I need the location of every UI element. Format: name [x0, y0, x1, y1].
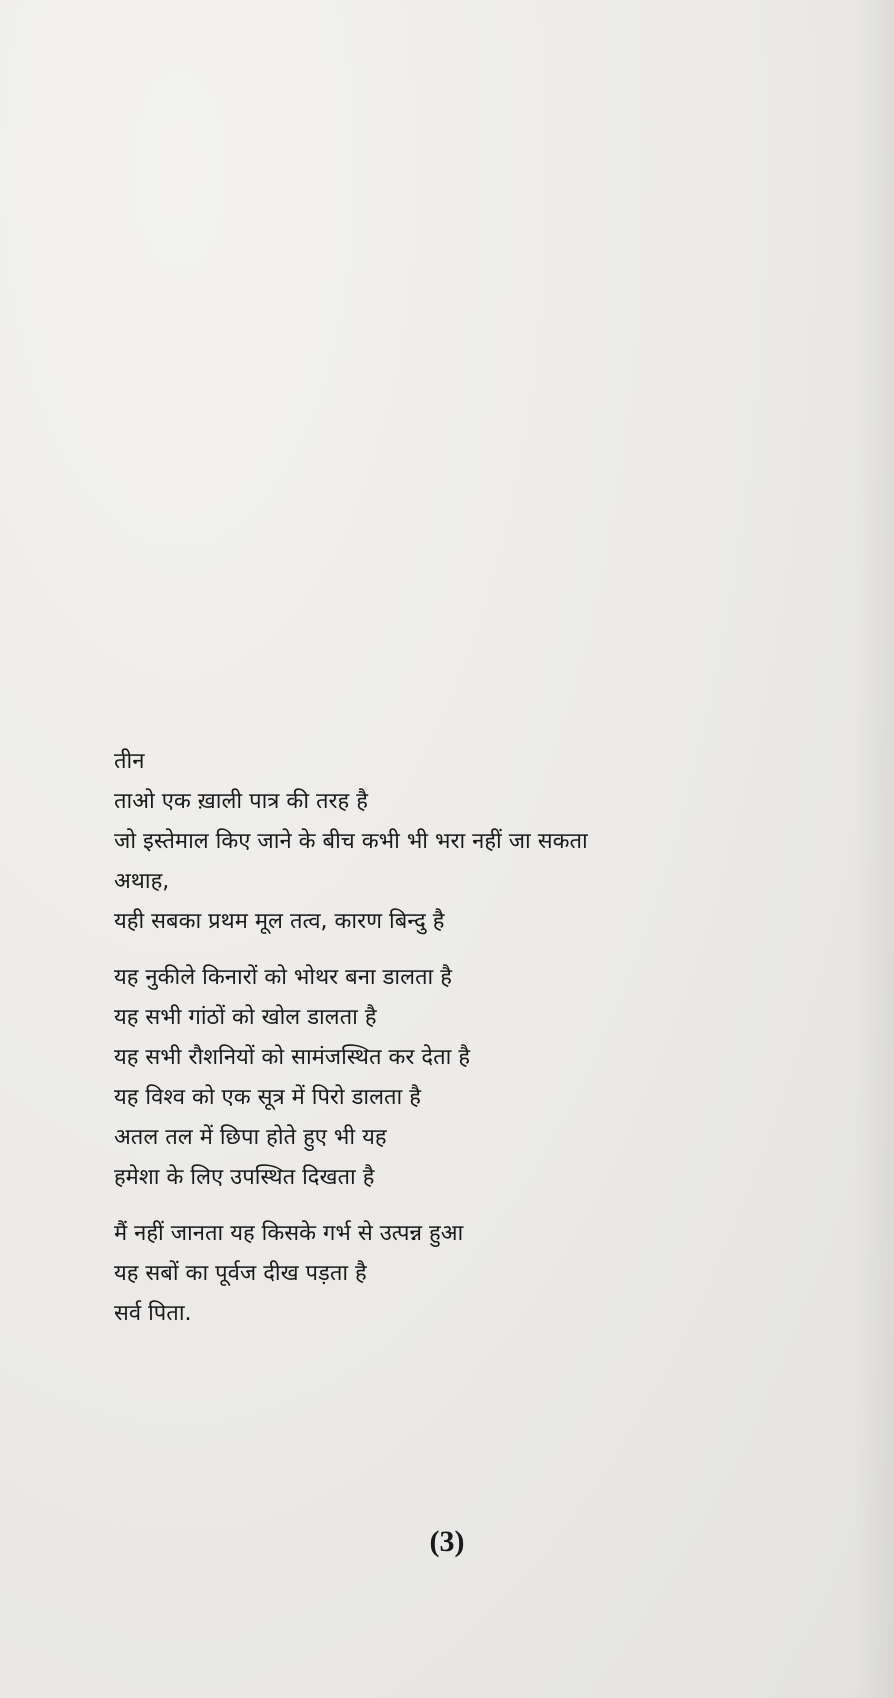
poem-line: यह सभी गांठों को खोल डालता है	[114, 1005, 377, 1030]
poem-line: अथाह,	[114, 869, 170, 894]
poem-line: यह नुकीले किनारों को भोथर बना डालता है	[114, 965, 452, 990]
poem-line: अतल तल में छिपा होते हुए भी यह	[114, 1125, 387, 1150]
poem-line: हमेशा के लिए उपस्थित दिखता है	[114, 1165, 375, 1190]
poem-line: मैं नहीं जानता यह किसके गर्भ से उत्पन्न हुआ	[114, 1221, 464, 1246]
page-number: (3)	[429, 1525, 465, 1558]
stanza-2	[114, 958, 814, 1198]
poem	[114, 742, 814, 1334]
poem-line: यह सभी रौशनियों को सामंजस्थित कर देता है	[114, 1045, 471, 1070]
page-edge-shadow	[854, 0, 894, 1698]
stanza-1	[114, 782, 814, 942]
poem-line: यह विश्व को एक सूत्र में पिरो डालता है	[114, 1085, 421, 1110]
poem-line: ताओ एक ख़ाली पात्र की तरह है	[114, 789, 368, 814]
stanza-3	[114, 1214, 814, 1334]
poem-line: यह सबों का पूर्वज दीख पड़ता है	[114, 1261, 367, 1286]
poem-line: जो इस्तेमाल किए जाने के बीच कभी भी भरा नहीं जा सकता	[114, 829, 588, 854]
poem-title: तीन	[114, 749, 145, 774]
poem-line: यही सबका प्रथम मूल तत्व, कारण बिन्दु है	[114, 909, 445, 934]
poem-line: सर्व पिता.	[114, 1301, 192, 1326]
